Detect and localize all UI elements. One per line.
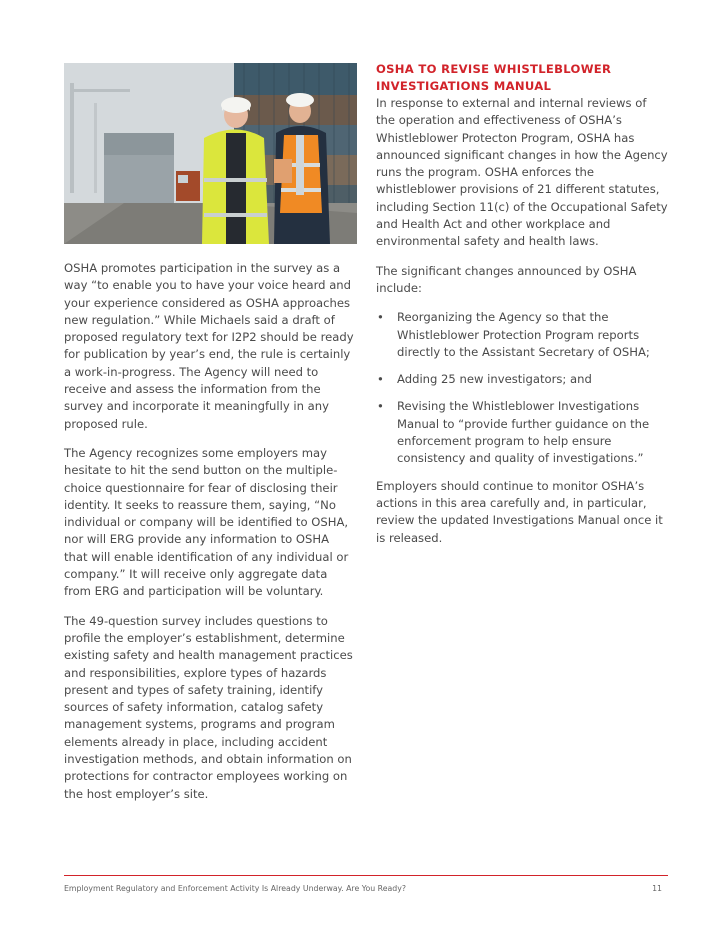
employer-hesitation-paragraph: The Agency recognizes some employers may hesitate to hit the send button on the multiple-choice questionnaire for fear of disclosing their identity. It seeks to reassure them, saying, “No individual or company will be identified to OSHA, nor will ERG provide any information to OSHA that will enable identification of any individual or company.” It will receive only aggregate data from ERG and participation will be voluntary. xyxy=(64,445,349,599)
footer-divider xyxy=(64,875,668,876)
section-heading xyxy=(376,61,668,95)
left-column xyxy=(64,260,356,815)
list-item xyxy=(376,371,668,388)
whistleblower-intro-paragraph: In response to external and internal reviews of the operation and effectiveness of OSHA’s Whistleblower Protecton Program, OSHA has announced significant changes in how the Agency runs the program. OSHA enforces the whistleblower provisions of 21 different statutes, including Section 11(c) of the Occupational Safety and Health Act and other workplace and environmental safety and health laws. xyxy=(376,96,668,249)
list-item-text: Adding 25 new investigators; and xyxy=(397,372,592,387)
survey-questions-paragraph: The 49-question survey includes questions to profile the employer’s establishment, determine existing safety and health management practices and responsibilities, explore types of hazards present and types of safety training, identify sources of safety information, catalog safety management systems, programs and program elements already in place, including accident investigation methods, and obtain information on protections for contractor employees working on the host employer’s site. xyxy=(64,613,353,801)
bullet-marker: • xyxy=(377,372,384,387)
bullet-marker: • xyxy=(377,399,384,414)
changes-intro-paragraph: The significant changes announced by OSHA include: xyxy=(376,263,637,295)
page-number: 11 xyxy=(652,884,662,893)
right-column xyxy=(376,61,668,559)
port-workers-photo xyxy=(64,63,357,244)
changes-list xyxy=(376,309,668,467)
list-item xyxy=(376,398,668,467)
list-item xyxy=(376,309,668,361)
bullet-marker: • xyxy=(377,310,384,325)
survey-participation-paragraph: OSHA promotes participation in the survey as a way “to enable you to have your voice heard and your experience considered as OSHA approaches new regulation.” While Michaels said a draft of proposed regulatory text for I2P2 should be ready for publication by year’s end, the rule is certainly a work-in-progress. The Agency will need to receive and assess the information from the survey and incorporate it meaningfully in any proposed rule. xyxy=(64,261,354,431)
photo-illustration xyxy=(64,63,357,244)
list-item-text: Reorganizing the Agency so that the Whistleblower Protection Program reports directly to the Assistant Secretary of OSHA; xyxy=(397,310,650,359)
section-heading-line-2: INVESTIGATIONS MANUAL xyxy=(376,79,552,93)
section-heading-line-1: OSHA TO REVISE WHISTLEBLOWER xyxy=(376,62,612,76)
list-item-text: Revising the Whistleblower Investigations Manual to “provide further guidance on the enforcement program to help ensure consistency and quality of investigations.” xyxy=(397,399,650,466)
closing-paragraph: Employers should continue to monitor OSHA’s actions in this area carefully and, in particular, review the updated Investigations Manual once it is released. xyxy=(376,478,663,545)
footer-title: Employment Regulatory and Enforcement Activity Is Already Underway. Are You Ready? xyxy=(64,884,406,893)
